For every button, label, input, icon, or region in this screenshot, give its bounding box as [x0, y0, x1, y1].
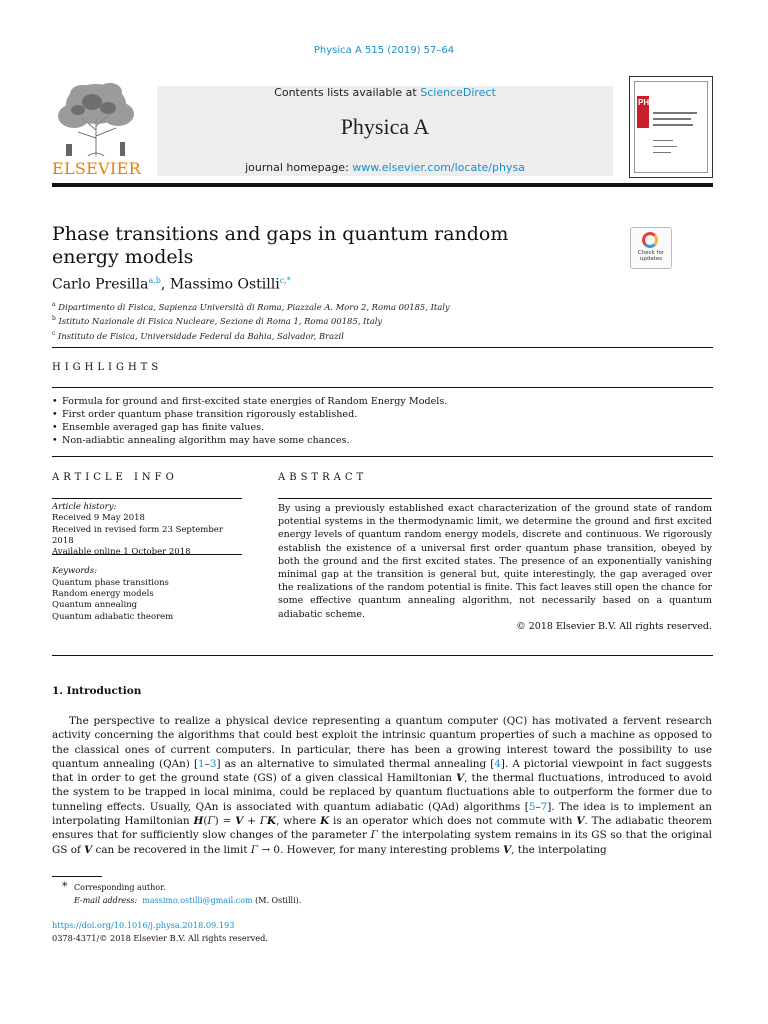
author-email-link[interactable]: massimo.ostilli@gmail.com	[142, 896, 253, 905]
journal-title: Physica A	[340, 114, 430, 139]
affiliation-line	[52, 328, 450, 342]
journal-cover-thumbnail[interactable]	[629, 76, 713, 178]
cover-line	[653, 124, 693, 126]
highlight-item: • First order quantum phase transition rigorously established.	[52, 408, 447, 421]
highlights-list	[52, 395, 447, 447]
keywords-list	[52, 578, 242, 623]
author-name[interactable]: Massimo Ostilli	[169, 276, 280, 293]
affiliation-line	[52, 299, 450, 313]
highlight-item: • Non-adiabtic annealing algorithm may have some chances.	[52, 434, 447, 447]
corresponding-label: Corresponding author.	[74, 883, 166, 892]
journal-header	[157, 86, 613, 176]
introduction-paragraph: The perspective to realize a physical device representing a quantum computer (QC) has motivated a fervent research activity concerning the algorithms that could best exploit the intrinsic quantum properties of such a machine as opposed to the classical ones of current computers. In particular, there has been a growing interest toward the possibility to use quantum annealing (QAn) [1–3] as an alternative to simulated thermal annealing [4]. A pictorial viewpoint in fact suggests that in order to get the ground state (GS) of a given classical Hamiltonian V, the thermal fluctuations, introduced to avoid the system to be trapped in local minima, could be replaced by quantum fluctuations able to outperform the former due to tunneling effects. Usually, QAn is associated with quantum adiabatic (QAd) algorithms [5–7]. The idea is to implement an interpolating Hamiltonian H(Γ) = V + ΓK, where K is an operator which does not commute with V. The adiabatic theorem ensures that for sufficiently slow changes of the parameter Γ the interpolating system remains in its GS so that the original GS of V can be recovered in the limit Γ → 0. However, for many interesting problems V, the interpolating	[52, 715, 713, 856]
keyword[interactable]: Quantum adiabatic theorem	[52, 611, 174, 622]
email-label: E-mail address:	[74, 896, 138, 905]
cover-line	[653, 118, 691, 120]
citation-link[interactable]: 4	[494, 757, 501, 770]
history-entry: Available online 1 October 2018	[52, 547, 191, 558]
author-affiliation-marker[interactable]: c,*	[279, 276, 291, 285]
article-title: Phase transitions and gaps in quantum random energy models	[52, 223, 509, 268]
highlight-item: • Ensemble averaged gap has finite values.	[52, 421, 447, 434]
abstract-text: By using a previously established exact characterization of the ground state of random potential systems in the thermodynamic limit, we determine the ground and first excited energy levels of quantum random energy models, discrete and continuous. We rigorously establish the existence of a universal first order quantum phase transition, obeyed by both the ground and the first excited states. The presence of an exponentially vanishing minimal gap at the transition is general but, quite interestingly, the gap averaged over the realizations of the random potential is finite. This fact leaves still open the chance for some effective quantum annealing algorithm, not necessarily based on a quantum adiabatic scheme.	[278, 503, 712, 620]
abstract-copyright: © 2018 Elsevier B.V. All rights reserved.	[516, 621, 712, 632]
affiliation-key: b	[52, 315, 56, 323]
citation-link[interactable]: 7	[540, 800, 548, 813]
check-updates-label: Check for updates	[637, 250, 665, 262]
section-rule	[52, 655, 713, 656]
section-rule	[52, 498, 242, 499]
highlights-heading: HIGHLIGHTS	[52, 362, 163, 373]
citation-link[interactable]: 3	[209, 757, 217, 770]
doi-link[interactable]: https://doi.org/10.1016/j.physa.2018.09.193	[52, 920, 235, 930]
section-rule	[52, 347, 713, 348]
cover-line	[653, 152, 671, 153]
check-for-updates-button[interactable]	[630, 227, 672, 269]
affiliation-text: Istituto Nazionale di Fisica Nucleare, Sezione di Roma 1, Roma 00185, Italy	[58, 316, 383, 327]
keyword[interactable]: Quantum annealing	[52, 600, 138, 611]
contents-prefix: Contents lists available at	[274, 86, 421, 99]
footnotes	[62, 880, 301, 907]
journal-reference-link[interactable]: Physica A 515 (2019) 57–64	[313, 45, 455, 56]
contents-line	[157, 86, 613, 99]
section-rule	[278, 498, 712, 499]
cover-line	[653, 112, 697, 114]
footnote-rule	[52, 876, 102, 877]
history-label: Article history:	[52, 502, 117, 512]
citation-link[interactable]: 5	[528, 800, 536, 813]
affiliation-text: Dipartimento di Fisica, Sapienza Università di Roma, Piazzale A. Moro 2, Roma 00185, Italy	[58, 301, 450, 312]
footnote-star: *	[62, 880, 68, 893]
elsevier-tree-icon	[52, 80, 140, 158]
sciencedirect-link[interactable]: ScienceDirect	[420, 86, 496, 99]
homepage-line	[157, 161, 613, 174]
history-list	[52, 513, 242, 558]
corresponding-author-note	[62, 880, 301, 894]
elsevier-logo[interactable]	[52, 80, 140, 178]
history-entry: Received in revised form 23 September 2018	[52, 524, 223, 546]
author-affiliation-marker[interactable]: a,b	[148, 276, 161, 285]
elsevier-wordmark: ELSEVIER	[52, 159, 141, 178]
cover-frame	[634, 81, 708, 173]
issn-line: 0378-4371/© 2018 Elsevier B.V. All rights reserved.	[52, 933, 268, 943]
history-entry: Received 9 May 2018	[52, 513, 145, 524]
abstract-heading: ABSTRACT	[278, 472, 368, 483]
author-separator: ,	[160, 276, 170, 293]
affiliations	[52, 299, 450, 342]
email-note	[62, 894, 301, 907]
check-updates-icon	[642, 232, 658, 248]
section-rule	[52, 387, 713, 388]
cover-title: PHYSICA	[638, 98, 674, 107]
article-info-column	[52, 502, 242, 623]
affiliation-line	[52, 313, 450, 327]
author-list	[52, 276, 291, 293]
affiliation-text: Instituto de Fisica, Universidade Federal da Bahia, Salvador, Brazil	[58, 330, 344, 341]
homepage-prefix: journal homepage:	[245, 161, 353, 174]
doi-block	[52, 919, 268, 945]
keyword[interactable]: Quantum phase transitions	[52, 577, 169, 588]
journal-homepage-link[interactable]: www.elsevier.com/locate/physa	[352, 161, 525, 174]
cover-line	[653, 146, 677, 147]
keywords-label: Keywords:	[52, 566, 98, 577]
email-owner: (M. Ostilli).	[255, 896, 302, 905]
section-rule	[52, 456, 713, 457]
header-rule	[52, 183, 713, 187]
highlight-item: • Formula for ground and first-excited state energies of Random Energy Models.	[52, 395, 447, 408]
affiliation-key: a	[52, 301, 56, 308]
cover-line	[653, 140, 673, 141]
citation-link[interactable]: 1	[198, 757, 205, 770]
introduction-heading: 1. Introduction	[52, 685, 142, 697]
author-name[interactable]: Carlo Presilla	[52, 276, 149, 293]
article-info-heading: ARTICLE INFO	[52, 472, 178, 483]
affiliation-key: c	[52, 329, 56, 337]
keyword[interactable]: Random energy models	[52, 589, 154, 600]
